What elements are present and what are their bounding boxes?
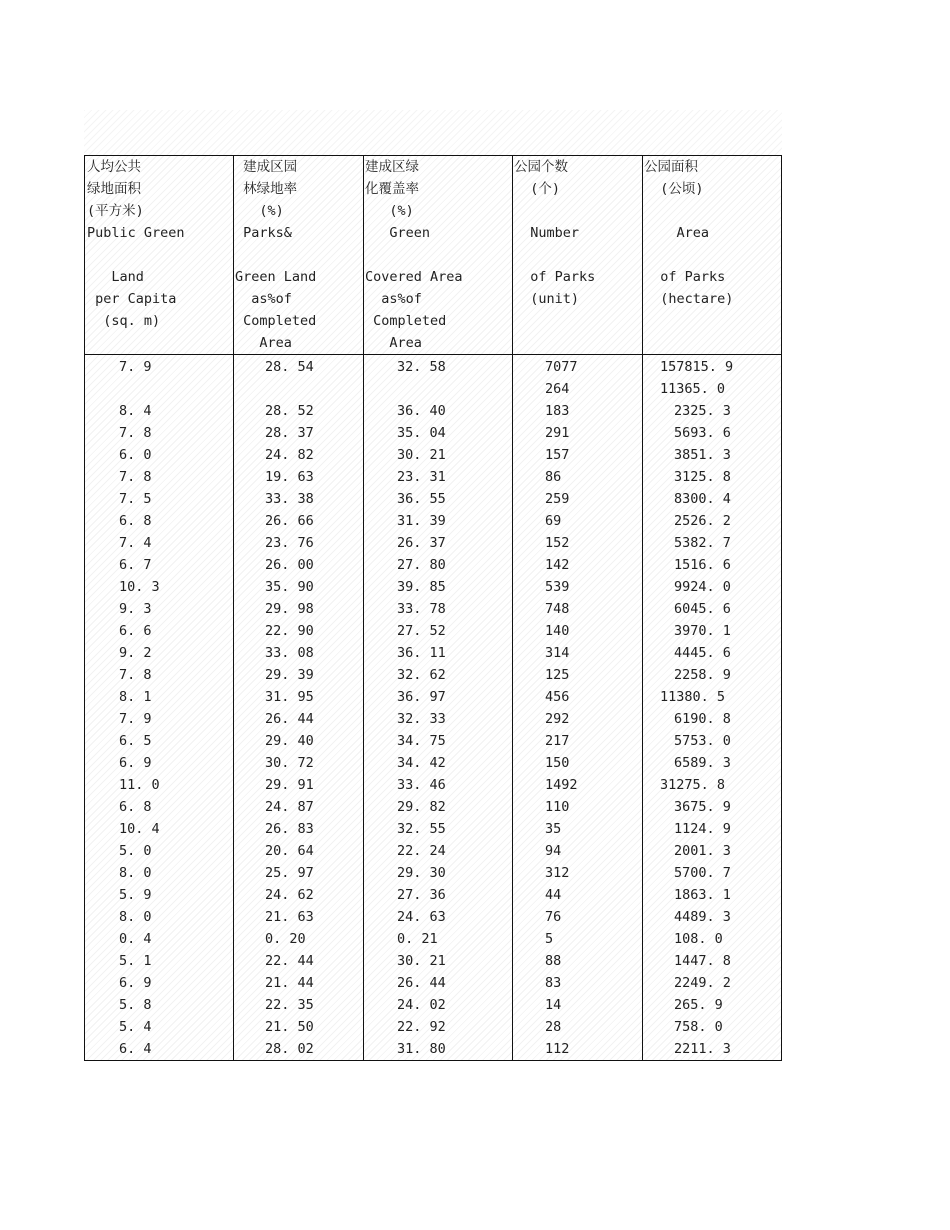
header-line: Green Land xyxy=(235,269,317,285)
header-line: Green xyxy=(365,225,431,241)
table-cell: 29. 98 xyxy=(265,601,314,617)
header-divider xyxy=(85,354,781,355)
table-cell: 27. 80 xyxy=(397,557,446,573)
table-cell: 6190. 8 xyxy=(674,711,731,727)
header-line: (个) xyxy=(514,181,561,197)
header-line: of Parks xyxy=(514,269,596,285)
table-cell: 6. 7 xyxy=(119,557,152,573)
header-line: (公顷) xyxy=(644,181,704,197)
table-cell: 24. 87 xyxy=(265,799,314,815)
table-cell: 7. 9 xyxy=(119,711,152,727)
table-cell: 94 xyxy=(545,843,562,859)
table-cell: 25. 97 xyxy=(265,865,314,881)
table-cell: 36. 55 xyxy=(397,491,446,507)
table-row xyxy=(85,774,781,796)
table-cell: 7. 8 xyxy=(119,425,152,441)
table-row xyxy=(85,400,781,422)
header-line: Land xyxy=(87,269,144,285)
table-cell: 28. 37 xyxy=(265,425,314,441)
table-row xyxy=(85,906,781,928)
header-line: 林绿地率 xyxy=(235,181,298,197)
table-cell: 9924. 0 xyxy=(674,579,731,595)
header-line: Area xyxy=(235,335,292,351)
table-cell: 7. 8 xyxy=(119,469,152,485)
table-cell: 312 xyxy=(545,865,570,881)
table-cell: 22. 90 xyxy=(265,623,314,639)
table-cell: 6. 9 xyxy=(119,755,152,771)
table-cell: 28. 02 xyxy=(265,1041,314,1057)
table-row xyxy=(85,664,781,686)
table-row xyxy=(85,422,781,444)
table-cell: 217 xyxy=(545,733,570,749)
table-row xyxy=(85,950,781,972)
table-cell: 152 xyxy=(545,535,570,551)
header-line: of Parks xyxy=(644,269,726,285)
table-cell: 8. 0 xyxy=(119,909,152,925)
table-cell: 157 xyxy=(545,447,570,463)
table-cell: 2211. 3 xyxy=(674,1041,731,1057)
table-cell: 36. 40 xyxy=(397,403,446,419)
table-cell: 19. 63 xyxy=(265,469,314,485)
table-cell: 7. 8 xyxy=(119,667,152,683)
table-cell: 21. 63 xyxy=(265,909,314,925)
table-row xyxy=(85,708,781,730)
table-row xyxy=(85,620,781,642)
header-line: 公园个数 xyxy=(514,159,568,175)
table-cell: 32. 55 xyxy=(397,821,446,837)
table-cell: 150 xyxy=(545,755,570,771)
table-cell: 6. 4 xyxy=(119,1041,152,1057)
table-cell: 1447. 8 xyxy=(674,953,731,969)
table-cell: 142 xyxy=(545,557,570,573)
table-cell: 4489. 3 xyxy=(674,909,731,925)
table-cell: 5700. 7 xyxy=(674,865,731,881)
table-row xyxy=(85,554,781,576)
header-line: (平方米) xyxy=(87,203,144,219)
table-row xyxy=(85,796,781,818)
table-cell: 7. 9 xyxy=(119,359,152,375)
table-cell: 23. 31 xyxy=(397,469,446,485)
table-cell: 33. 38 xyxy=(265,491,314,507)
table-cell: 5. 4 xyxy=(119,1019,152,1035)
table-cell: 30. 21 xyxy=(397,953,446,969)
header-line: Area xyxy=(644,225,710,241)
table-cell: 33. 08 xyxy=(265,645,314,661)
table-cell: 24. 63 xyxy=(397,909,446,925)
table-cell: 456 xyxy=(545,689,570,705)
table-cell: 6. 9 xyxy=(119,975,152,991)
table-cell: 26. 00 xyxy=(265,557,314,573)
header-line: Parks& xyxy=(235,225,292,241)
table-cell: 11. 0 xyxy=(119,777,160,793)
table-cell: 292 xyxy=(545,711,570,727)
table-cell: 28. 54 xyxy=(265,359,314,375)
header-line: (sq. m) xyxy=(87,313,161,329)
header-line: 建成区绿 xyxy=(365,159,419,175)
header-line: 人均公共 xyxy=(87,159,141,175)
table-row xyxy=(85,686,781,708)
table-cell: 0. 20 xyxy=(265,931,306,947)
table-cell: 21. 50 xyxy=(265,1019,314,1035)
table-cell: 31. 95 xyxy=(265,689,314,705)
table-cell: 2258. 9 xyxy=(674,667,731,683)
table-row xyxy=(85,444,781,466)
table-row xyxy=(85,840,781,862)
table-cell: 7. 5 xyxy=(119,491,152,507)
table-cell: 6045. 6 xyxy=(674,601,731,617)
table-cell: 29. 91 xyxy=(265,777,314,793)
table-cell: 5382. 7 xyxy=(674,535,731,551)
header-public-green-per-capita xyxy=(87,156,231,354)
table-cell: 11380. 5 xyxy=(660,689,726,705)
table-row xyxy=(85,510,781,532)
table-cell: 2249. 2 xyxy=(674,975,731,991)
table-row xyxy=(85,972,781,994)
table-cell: 31. 80 xyxy=(397,1041,446,1057)
header-line: Area xyxy=(365,335,422,351)
table-cell: 125 xyxy=(545,667,570,683)
table-cell: 0. 4 xyxy=(119,931,152,947)
header-line: 建成区园 xyxy=(235,159,298,175)
table-cell: 26. 66 xyxy=(265,513,314,529)
table-cell: 24. 02 xyxy=(397,997,446,1013)
header-line: (unit) xyxy=(514,291,580,307)
table-cell: 26. 44 xyxy=(265,711,314,727)
table-cell: 157815. 9 xyxy=(660,359,734,375)
header-green-covered-area-ratio xyxy=(365,156,510,354)
table-cell: 5. 8 xyxy=(119,997,152,1013)
table-cell: 748 xyxy=(545,601,570,617)
table-row xyxy=(85,818,781,840)
table-cell: 20. 64 xyxy=(265,843,314,859)
table-cell: 3970. 1 xyxy=(674,623,731,639)
header-line: as%of xyxy=(235,291,292,307)
table-row xyxy=(85,488,781,510)
table-cell: 33. 78 xyxy=(397,601,446,617)
table-cell: 88 xyxy=(545,953,562,969)
table-cell: 22. 92 xyxy=(397,1019,446,1035)
table-cell: 10. 4 xyxy=(119,821,160,837)
table-cell: 30. 72 xyxy=(265,755,314,771)
table-cell: 140 xyxy=(545,623,570,639)
table-cell: 183 xyxy=(545,403,570,419)
table-cell: 14 xyxy=(545,997,562,1013)
table-cell: 10. 3 xyxy=(119,579,160,595)
table-cell: 5. 9 xyxy=(119,887,152,903)
table-cell: 33. 46 xyxy=(397,777,446,793)
table-cell: 31. 39 xyxy=(397,513,446,529)
header-parks-green-land-ratio xyxy=(235,156,361,354)
table-cell: 2325. 3 xyxy=(674,403,731,419)
table-cell: 2526. 2 xyxy=(674,513,731,529)
header-line: 公园面积 xyxy=(644,159,698,175)
table-cell: 259 xyxy=(545,491,570,507)
table-cell: 27. 36 xyxy=(397,887,446,903)
table-row xyxy=(85,994,781,1016)
table-cell: 7. 4 xyxy=(119,535,152,551)
header-line: 绿地面积 xyxy=(87,181,141,197)
table-cell: 1863. 1 xyxy=(674,887,731,903)
table-cell: 29. 39 xyxy=(265,667,314,683)
table-cell: 539 xyxy=(545,579,570,595)
table-cell: 8. 4 xyxy=(119,403,152,419)
table-cell: 8. 0 xyxy=(119,865,152,881)
table-row xyxy=(85,466,781,488)
table-cell: 6. 5 xyxy=(119,733,152,749)
green-space-statistics-table xyxy=(84,155,782,1061)
table-cell: 5693. 6 xyxy=(674,425,731,441)
table-cell: 22. 24 xyxy=(397,843,446,859)
table-cell: 83 xyxy=(545,975,562,991)
table-cell: 86 xyxy=(545,469,562,485)
table-cell: 112 xyxy=(545,1041,570,1057)
table-cell: 6. 8 xyxy=(119,799,152,815)
table-cell: 8300. 4 xyxy=(674,491,731,507)
table-cell: 39. 85 xyxy=(397,579,446,595)
table-cell: 26. 83 xyxy=(265,821,314,837)
table-cell: 5753. 0 xyxy=(674,733,731,749)
table-cell: 1124. 9 xyxy=(674,821,731,837)
table-cell: 31275. 8 xyxy=(660,777,726,793)
header-number-of-parks xyxy=(514,156,640,354)
table-cell: 27. 52 xyxy=(397,623,446,639)
table-cell: 11365. 0 xyxy=(660,381,726,397)
table-cell: 6. 0 xyxy=(119,447,152,463)
table-cell: 1516. 6 xyxy=(674,557,731,573)
table-row xyxy=(85,752,781,774)
header-line: as%of xyxy=(365,291,422,307)
table-row xyxy=(85,598,781,620)
table-cell: 36. 97 xyxy=(397,689,446,705)
table-row xyxy=(85,378,781,400)
header-line: 化覆盖率 xyxy=(365,181,419,197)
table-cell: 44 xyxy=(545,887,562,903)
header-line: Covered Area xyxy=(365,269,463,285)
table-cell: 758. 0 xyxy=(674,1019,723,1035)
table-row xyxy=(85,532,781,554)
hatched-title-band xyxy=(84,110,782,156)
table-cell: 28. 52 xyxy=(265,403,314,419)
header-line: (hectare) xyxy=(644,291,734,307)
table-cell: 22. 44 xyxy=(265,953,314,969)
table-cell: 5. 0 xyxy=(119,843,152,859)
table-cell: 69 xyxy=(545,513,562,529)
header-line: Completed xyxy=(235,313,317,329)
table-cell: 108. 0 xyxy=(674,931,723,947)
table-cell: 2001. 3 xyxy=(674,843,731,859)
table-cell: 6589. 3 xyxy=(674,755,731,771)
table-cell: 24. 62 xyxy=(265,887,314,903)
table-cell: 29. 30 xyxy=(397,865,446,881)
table-row xyxy=(85,1038,781,1060)
header-line: (%) xyxy=(365,203,414,219)
table-cell: 36. 11 xyxy=(397,645,446,661)
table-cell: 6. 6 xyxy=(119,623,152,639)
table-cell: 4445. 6 xyxy=(674,645,731,661)
table-cell: 34. 42 xyxy=(397,755,446,771)
table-cell: 35 xyxy=(545,821,562,837)
table-cell: 35. 90 xyxy=(265,579,314,595)
table-cell: 76 xyxy=(545,909,562,925)
table-cell: 8. 1 xyxy=(119,689,152,705)
table-cell: 35. 04 xyxy=(397,425,446,441)
header-line: Public Green xyxy=(87,225,185,241)
header-line: (%) xyxy=(235,203,284,219)
table-cell: 30. 21 xyxy=(397,447,446,463)
table-cell: 3125. 8 xyxy=(674,469,731,485)
table-cell: 24. 82 xyxy=(265,447,314,463)
table-row xyxy=(85,642,781,664)
table-cell: 265. 9 xyxy=(674,997,723,1013)
table-cell: 0. 21 xyxy=(397,931,438,947)
table-cell: 9. 2 xyxy=(119,645,152,661)
header-line: per Capita xyxy=(87,291,177,307)
table-cell: 21. 44 xyxy=(265,975,314,991)
table-cell: 32. 58 xyxy=(397,359,446,375)
table-cell: 1492 xyxy=(545,777,578,793)
table-cell: 26. 37 xyxy=(397,535,446,551)
table-cell: 110 xyxy=(545,799,570,815)
header-line: Number xyxy=(514,225,580,241)
header-line: Completed xyxy=(365,313,447,329)
table-row xyxy=(85,576,781,598)
table-cell: 314 xyxy=(545,645,570,661)
table-row xyxy=(85,356,781,378)
table-cell: 29. 82 xyxy=(397,799,446,815)
table-cell: 6. 8 xyxy=(119,513,152,529)
table-row xyxy=(85,1016,781,1038)
table-cell: 23. 76 xyxy=(265,535,314,551)
table-cell: 5 xyxy=(545,931,554,947)
header-area-of-parks xyxy=(644,156,780,354)
table-cell: 26. 44 xyxy=(397,975,446,991)
table-cell: 32. 33 xyxy=(397,711,446,727)
table-cell: 22. 35 xyxy=(265,997,314,1013)
table-row xyxy=(85,884,781,906)
table-cell: 28 xyxy=(545,1019,562,1035)
table-cell: 7077 xyxy=(545,359,578,375)
table-cell: 3851. 3 xyxy=(674,447,731,463)
table-row xyxy=(85,730,781,752)
table-cell: 264 xyxy=(545,381,570,397)
table-row xyxy=(85,862,781,884)
table-cell: 5. 1 xyxy=(119,953,152,969)
table-row xyxy=(85,928,781,950)
table-cell: 29. 40 xyxy=(265,733,314,749)
table-cell: 3675. 9 xyxy=(674,799,731,815)
table-cell: 34. 75 xyxy=(397,733,446,749)
table-cell: 32. 62 xyxy=(397,667,446,683)
table-cell: 291 xyxy=(545,425,570,441)
table-cell: 9. 3 xyxy=(119,601,152,617)
